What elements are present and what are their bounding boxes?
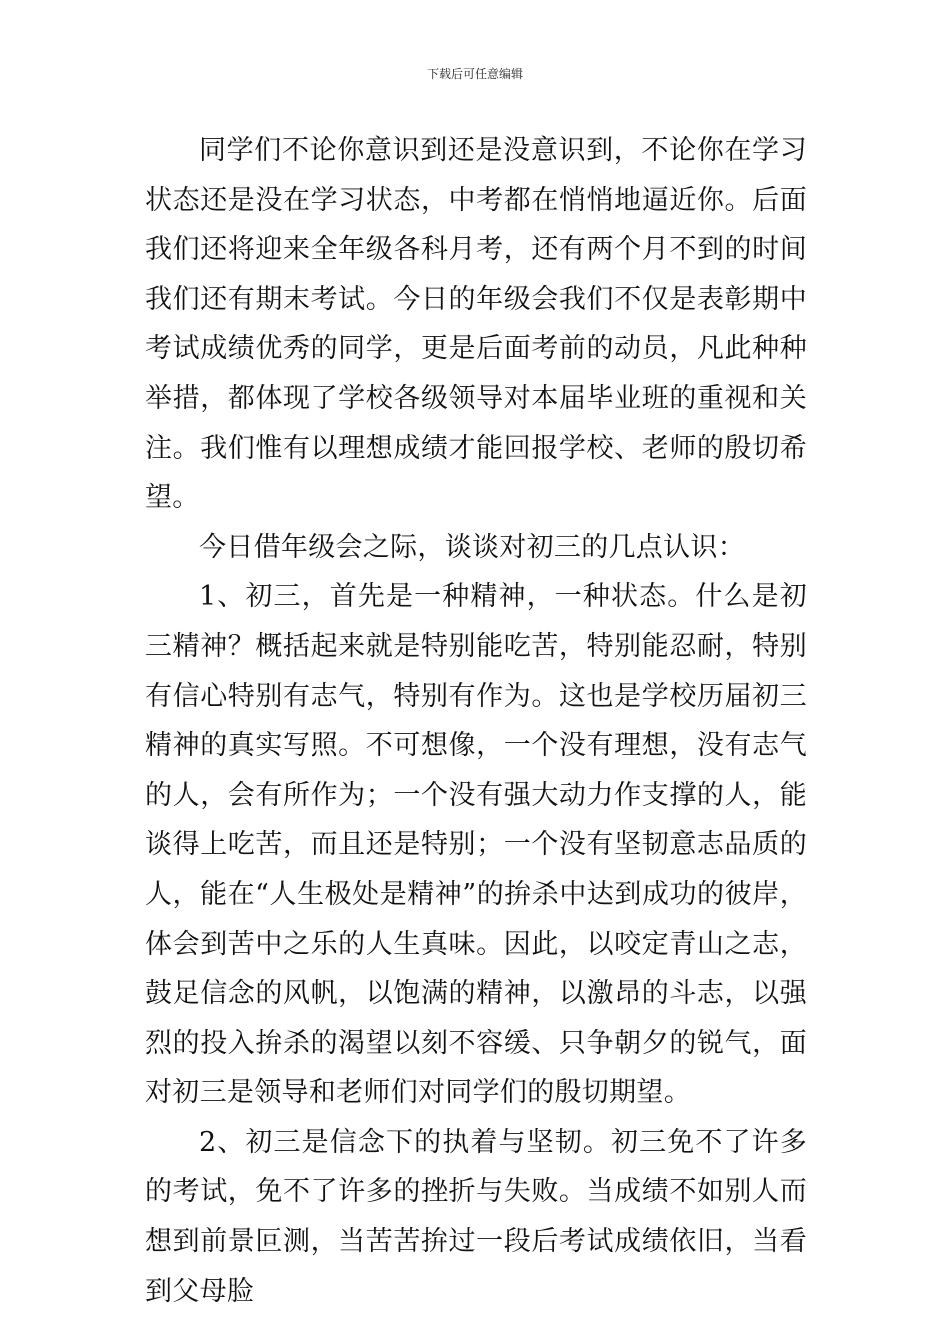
paragraph-1: 同学们不论你意识到还是没意识到，不论你在学习状态还是没在学习状态，中考都在悄悄地逼近你。后面我们还将迎来全年级各科月考，还有两个月不到的时间我们还有期末考试。今日的年级会我们不仅是表彰期中考试成绩优秀的同学，更是后面考前的动员，凡此种种举措，都体现了学校各级领导对本届毕业班的重视和关注。我们惟有以理想成绩才能回报学校、老师的殷切希望。 (145, 135, 807, 514)
page-header: 下载后可任意编辑 (426, 67, 523, 81)
paragraph-3: 1、初三，首先是一种精神，一种状态。什么是初三精神？概括起来就是特别能吃苦，特别能忍耐，特别有信心特别有志气，特别有作为。这也是学校历届初三精神的真实写照。不可想像，一个没有理想，没有志气的人，会有所作为；一个没有强大动力作支撑的人，能谈得上吃苦，而且还是特别；一个没有坚韧意志品质的人，能在“人生极处是精神”的拚杀中达到成功的彼岸，体会到苦中之乐的人生真味。因此，以咬定青山之志，鼓足信念的风帆，以饱满的精神，以激昂的斗志，以强烈的投入拚杀的渴望以刻不容缓、只争朝夕的锐气，面对初三是领导和老师们对同学们的殷切期望。 (145, 581, 807, 1109)
paragraph-4: 2、初三是信念下的执着与坚韧。初三免不了许多的考试，免不了许多的挫折与失败。当成绩不如别人而想到前景叵测，当苦苦拚过一段后考试成绩依旧，当看到父母脸 (145, 1126, 807, 1307)
document-body (145, 126, 807, 1316)
paragraph-2: 今日借年级会之际，谈谈对初三的几点认识： (199, 531, 745, 563)
